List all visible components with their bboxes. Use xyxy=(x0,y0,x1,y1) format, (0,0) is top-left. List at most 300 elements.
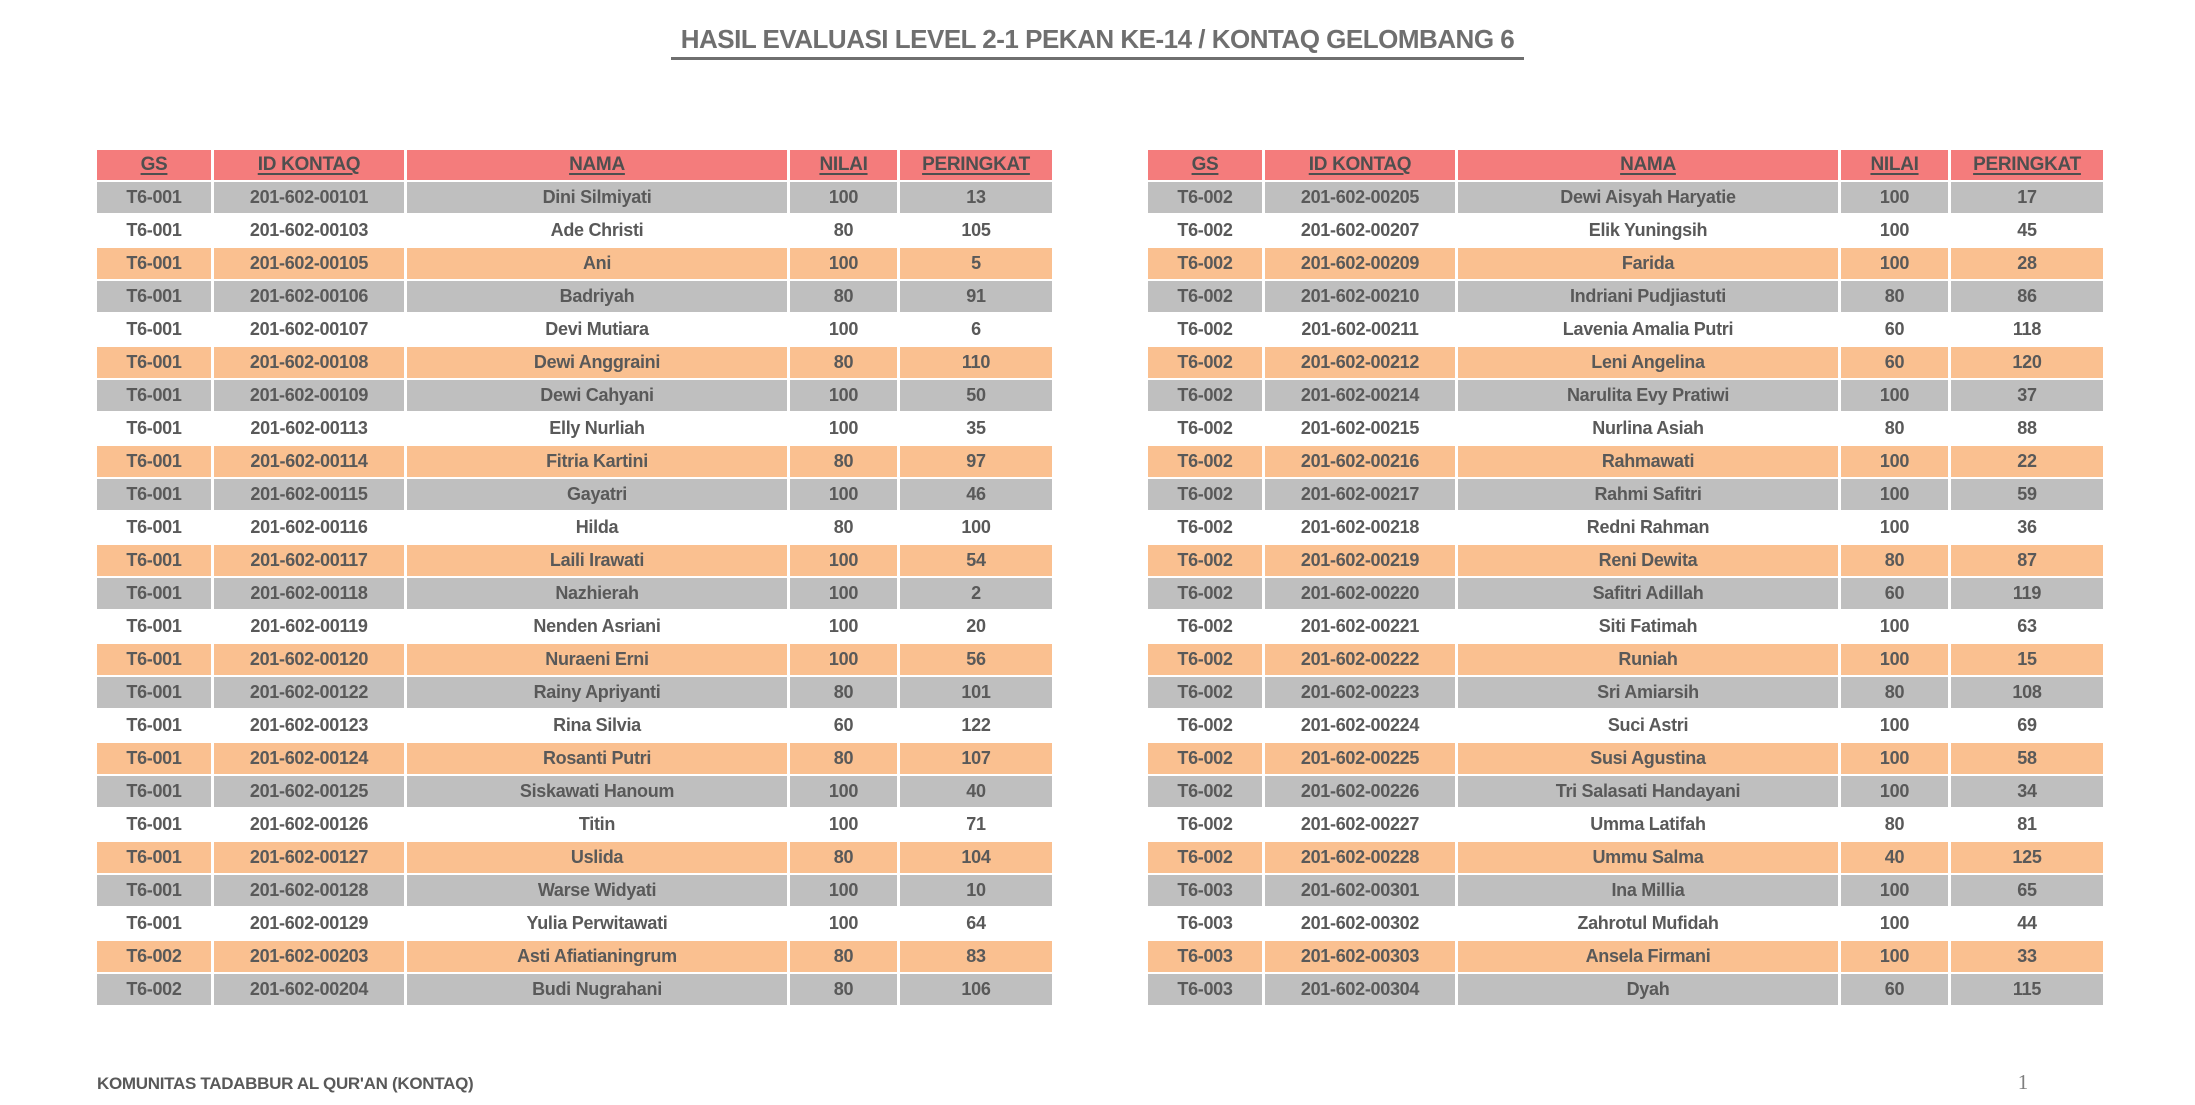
column-header-peringkat: PERINGKAT xyxy=(1948,150,2103,180)
table-row xyxy=(1148,642,2103,675)
cell-nilai: 80 xyxy=(787,741,897,774)
cell-peringkat: 6 xyxy=(897,312,1052,345)
cell-nilai: 100 xyxy=(1838,477,1948,510)
cell-peringkat: 17 xyxy=(1948,180,2103,213)
table-row xyxy=(97,510,1052,543)
cell-nama: Redni Rahman xyxy=(1455,510,1838,543)
cell-gs: T6-002 xyxy=(1148,675,1262,708)
cell-nama: Ummu Salma xyxy=(1455,840,1838,873)
table-row xyxy=(1148,840,2103,873)
table-row xyxy=(97,774,1052,807)
cell-id-kontaq: 201-602-00123 xyxy=(211,708,404,741)
cell-gs: T6-002 xyxy=(1148,180,1262,213)
cell-nilai: 100 xyxy=(787,246,897,279)
cell-nama: Nenden Asriani xyxy=(404,609,787,642)
cell-id-kontaq: 201-602-00217 xyxy=(1262,477,1455,510)
cell-id-kontaq: 201-602-00224 xyxy=(1262,708,1455,741)
table-row xyxy=(97,411,1052,444)
cell-gs: T6-001 xyxy=(97,378,211,411)
column-header-id-kontaq: ID KONTAQ xyxy=(1262,150,1455,180)
cell-gs: T6-001 xyxy=(97,312,211,345)
cell-peringkat: 56 xyxy=(897,642,1052,675)
cell-peringkat: 118 xyxy=(1948,312,2103,345)
table-row xyxy=(1148,213,2103,246)
cell-nilai: 100 xyxy=(787,642,897,675)
table-row xyxy=(97,741,1052,774)
cell-peringkat: 110 xyxy=(897,345,1052,378)
cell-nilai: 100 xyxy=(1838,609,1948,642)
cell-nama: Badriyah xyxy=(404,279,787,312)
table-row xyxy=(97,543,1052,576)
cell-nilai: 100 xyxy=(1838,906,1948,939)
table-row xyxy=(97,972,1052,1005)
cell-id-kontaq: 201-602-00117 xyxy=(211,543,404,576)
cell-gs: T6-001 xyxy=(97,675,211,708)
cell-peringkat: 81 xyxy=(1948,807,2103,840)
cell-id-kontaq: 201-602-00220 xyxy=(1262,576,1455,609)
cell-peringkat: 22 xyxy=(1948,444,2103,477)
table-row xyxy=(1148,543,2103,576)
cell-nilai: 100 xyxy=(787,312,897,345)
cell-peringkat: 10 xyxy=(897,873,1052,906)
cell-nilai: 80 xyxy=(787,675,897,708)
cell-id-kontaq: 201-602-00302 xyxy=(1262,906,1455,939)
table-row xyxy=(97,444,1052,477)
column-header-nama: NAMA xyxy=(404,150,787,180)
cell-id-kontaq: 201-602-00128 xyxy=(211,873,404,906)
cell-id-kontaq: 201-602-00108 xyxy=(211,345,404,378)
cell-gs: T6-002 xyxy=(1148,576,1262,609)
table-row xyxy=(1148,873,2103,906)
cell-id-kontaq: 201-602-00209 xyxy=(1262,246,1455,279)
cell-gs: T6-001 xyxy=(97,213,211,246)
cell-peringkat: 45 xyxy=(1948,213,2103,246)
cell-peringkat: 54 xyxy=(897,543,1052,576)
cell-peringkat: 37 xyxy=(1948,378,2103,411)
cell-peringkat: 20 xyxy=(897,609,1052,642)
cell-gs: T6-001 xyxy=(97,807,211,840)
cell-nama: Ani xyxy=(404,246,787,279)
cell-nilai: 80 xyxy=(787,279,897,312)
cell-peringkat: 83 xyxy=(897,939,1052,972)
cell-nilai: 60 xyxy=(1838,312,1948,345)
results-table-left xyxy=(97,150,1052,1005)
cell-id-kontaq: 201-602-00204 xyxy=(211,972,404,1005)
cell-peringkat: 50 xyxy=(897,378,1052,411)
column-header-id-kontaq: ID KONTAQ xyxy=(211,150,404,180)
table-row xyxy=(1148,906,2103,939)
cell-nama: Hilda xyxy=(404,510,787,543)
table-row xyxy=(1148,378,2103,411)
cell-nilai: 100 xyxy=(1838,246,1948,279)
cell-id-kontaq: 201-602-00225 xyxy=(1262,741,1455,774)
cell-nilai: 80 xyxy=(1838,807,1948,840)
cell-nama: Lavenia Amalia Putri xyxy=(1455,312,1838,345)
cell-peringkat: 104 xyxy=(897,840,1052,873)
cell-peringkat: 5 xyxy=(897,246,1052,279)
cell-nilai: 100 xyxy=(787,576,897,609)
cell-nama: Gayatri xyxy=(404,477,787,510)
cell-nilai: 60 xyxy=(1838,576,1948,609)
cell-peringkat: 15 xyxy=(1948,642,2103,675)
cell-gs: T6-002 xyxy=(1148,807,1262,840)
cell-gs: T6-001 xyxy=(97,642,211,675)
cell-nama: Laili Irawati xyxy=(404,543,787,576)
table-row xyxy=(1148,510,2103,543)
footer-organization-label: KOMUNITAS TADABBUR AL QUR'AN (KONTAQ) xyxy=(97,1074,474,1093)
table-row xyxy=(97,378,1052,411)
cell-nilai: 100 xyxy=(1838,444,1948,477)
column-header-nilai: NILAI xyxy=(787,150,897,180)
cell-gs: T6-001 xyxy=(97,543,211,576)
table-row xyxy=(1148,576,2103,609)
cell-nama: Siskawati Hanoum xyxy=(404,774,787,807)
cell-id-kontaq: 201-602-00115 xyxy=(211,477,404,510)
cell-id-kontaq: 201-602-00303 xyxy=(1262,939,1455,972)
cell-id-kontaq: 201-602-00119 xyxy=(211,609,404,642)
cell-id-kontaq: 201-602-00109 xyxy=(211,378,404,411)
cell-gs: T6-003 xyxy=(1148,873,1262,906)
cell-nama: Ade Christi xyxy=(404,213,787,246)
cell-gs: T6-001 xyxy=(97,246,211,279)
cell-id-kontaq: 201-602-00216 xyxy=(1262,444,1455,477)
cell-nilai: 100 xyxy=(787,807,897,840)
cell-peringkat: 59 xyxy=(1948,477,2103,510)
cell-nilai: 60 xyxy=(1838,345,1948,378)
table-row xyxy=(97,180,1052,213)
table-row xyxy=(1148,972,2103,1005)
cell-id-kontaq: 201-602-00214 xyxy=(1262,378,1455,411)
table-row xyxy=(1148,444,2103,477)
cell-peringkat: 64 xyxy=(897,906,1052,939)
cell-gs: T6-001 xyxy=(97,873,211,906)
cell-nama: Reni Dewita xyxy=(1455,543,1838,576)
cell-id-kontaq: 201-602-00103 xyxy=(211,213,404,246)
cell-gs: T6-003 xyxy=(1148,972,1262,1005)
column-header-nama: NAMA xyxy=(1455,150,1838,180)
cell-nama: Rahmi Safitri xyxy=(1455,477,1838,510)
column-header-peringkat: PERINGKAT xyxy=(897,150,1052,180)
table-row xyxy=(97,345,1052,378)
cell-gs: T6-001 xyxy=(97,411,211,444)
table-row xyxy=(1148,279,2103,312)
cell-gs: T6-001 xyxy=(97,477,211,510)
cell-nilai: 100 xyxy=(1838,708,1948,741)
cell-id-kontaq: 201-602-00226 xyxy=(1262,774,1455,807)
cell-nama: Susi Agustina xyxy=(1455,741,1838,774)
table-row xyxy=(97,708,1052,741)
cell-gs: T6-002 xyxy=(1148,444,1262,477)
cell-peringkat: 28 xyxy=(1948,246,2103,279)
cell-gs: T6-002 xyxy=(1148,312,1262,345)
cell-id-kontaq: 201-602-00218 xyxy=(1262,510,1455,543)
cell-nama: Elly Nurliah xyxy=(404,411,787,444)
cell-peringkat: 97 xyxy=(897,444,1052,477)
cell-nama: Dewi Aisyah Haryatie xyxy=(1455,180,1838,213)
cell-nama: Asti Afiatianingrum xyxy=(404,939,787,972)
cell-gs: T6-001 xyxy=(97,510,211,543)
cell-nama: Yulia Perwitawati xyxy=(404,906,787,939)
results-table-right xyxy=(1148,150,2103,1005)
cell-id-kontaq: 201-602-00126 xyxy=(211,807,404,840)
cell-peringkat: 58 xyxy=(1948,741,2103,774)
table-row xyxy=(97,477,1052,510)
cell-id-kontaq: 201-602-00221 xyxy=(1262,609,1455,642)
cell-id-kontaq: 201-602-00101 xyxy=(211,180,404,213)
cell-nama: Ansela Firmani xyxy=(1455,939,1838,972)
cell-nilai: 80 xyxy=(787,345,897,378)
cell-nama: Titin xyxy=(404,807,787,840)
cell-nilai: 100 xyxy=(787,543,897,576)
cell-gs: T6-001 xyxy=(97,345,211,378)
cell-nama: Indriani Pudjiastuti xyxy=(1455,279,1838,312)
cell-gs: T6-003 xyxy=(1148,906,1262,939)
cell-nama: Runiah xyxy=(1455,642,1838,675)
cell-id-kontaq: 201-602-00120 xyxy=(211,642,404,675)
cell-peringkat: 36 xyxy=(1948,510,2103,543)
cell-id-kontaq: 201-602-00215 xyxy=(1262,411,1455,444)
cell-nama: Fitria Kartini xyxy=(404,444,787,477)
cell-nilai: 80 xyxy=(787,840,897,873)
table-row xyxy=(1148,345,2103,378)
cell-id-kontaq: 201-602-00105 xyxy=(211,246,404,279)
cell-peringkat: 101 xyxy=(897,675,1052,708)
page-title-container xyxy=(0,24,2195,60)
cell-nilai: 100 xyxy=(1838,873,1948,906)
cell-peringkat: 120 xyxy=(1948,345,2103,378)
cell-id-kontaq: 201-602-00127 xyxy=(211,840,404,873)
cell-nama: Nuraeni Erni xyxy=(404,642,787,675)
table-header-row xyxy=(97,150,1052,180)
cell-gs: T6-002 xyxy=(1148,477,1262,510)
cell-nama: Uslida xyxy=(404,840,787,873)
cell-peringkat: 122 xyxy=(897,708,1052,741)
cell-nilai: 100 xyxy=(1838,213,1948,246)
cell-gs: T6-002 xyxy=(97,939,211,972)
table-row xyxy=(97,246,1052,279)
cell-nilai: 80 xyxy=(787,972,897,1005)
cell-nama: Rosanti Putri xyxy=(404,741,787,774)
table-row xyxy=(97,873,1052,906)
table-row xyxy=(97,213,1052,246)
cell-gs: T6-002 xyxy=(1148,774,1262,807)
cell-gs: T6-002 xyxy=(1148,510,1262,543)
cell-id-kontaq: 201-602-00304 xyxy=(1262,972,1455,1005)
cell-gs: T6-002 xyxy=(1148,741,1262,774)
cell-peringkat: 87 xyxy=(1948,543,2103,576)
cell-peringkat: 106 xyxy=(897,972,1052,1005)
cell-peringkat: 33 xyxy=(1948,939,2103,972)
cell-nilai: 80 xyxy=(1838,279,1948,312)
table-row xyxy=(97,906,1052,939)
results-table-left-container xyxy=(97,150,1052,1005)
cell-nilai: 100 xyxy=(1838,378,1948,411)
cell-nilai: 80 xyxy=(787,213,897,246)
cell-nilai: 100 xyxy=(787,378,897,411)
cell-nilai: 40 xyxy=(1838,840,1948,873)
table-row xyxy=(97,312,1052,345)
cell-nilai: 100 xyxy=(787,873,897,906)
table-row xyxy=(1148,939,2103,972)
cell-id-kontaq: 201-602-00222 xyxy=(1262,642,1455,675)
cell-nama: Tri Salasati Handayani xyxy=(1455,774,1838,807)
cell-gs: T6-001 xyxy=(97,741,211,774)
cell-peringkat: 100 xyxy=(897,510,1052,543)
cell-nilai: 80 xyxy=(787,444,897,477)
cell-nama: Rainy Apriyanti xyxy=(404,675,787,708)
cell-id-kontaq: 201-602-00114 xyxy=(211,444,404,477)
cell-id-kontaq: 201-602-00107 xyxy=(211,312,404,345)
cell-id-kontaq: 201-602-00301 xyxy=(1262,873,1455,906)
page-number: 1 xyxy=(2017,1070,2029,1094)
cell-nilai: 100 xyxy=(787,609,897,642)
cell-gs: T6-002 xyxy=(1148,378,1262,411)
cell-nilai: 100 xyxy=(787,180,897,213)
table-row xyxy=(1148,774,2103,807)
cell-gs: T6-002 xyxy=(1148,609,1262,642)
cell-nama: Nurlina Asiah xyxy=(1455,411,1838,444)
cell-gs: T6-001 xyxy=(97,576,211,609)
table-row xyxy=(1148,708,2103,741)
cell-nama: Ina Millia xyxy=(1455,873,1838,906)
table-row xyxy=(1148,609,2103,642)
cell-gs: T6-003 xyxy=(1148,939,1262,972)
cell-id-kontaq: 201-602-00203 xyxy=(211,939,404,972)
cell-peringkat: 86 xyxy=(1948,279,2103,312)
cell-nama: Rahmawati xyxy=(1455,444,1838,477)
cell-peringkat: 34 xyxy=(1948,774,2103,807)
cell-nama: Dewi Cahyani xyxy=(404,378,787,411)
table-row xyxy=(97,807,1052,840)
cell-id-kontaq: 201-602-00207 xyxy=(1262,213,1455,246)
cell-peringkat: 125 xyxy=(1948,840,2103,873)
cell-gs: T6-002 xyxy=(1148,543,1262,576)
column-header-gs: GS xyxy=(1148,150,1262,180)
cell-peringkat: 40 xyxy=(897,774,1052,807)
cell-peringkat: 13 xyxy=(897,180,1052,213)
table-row xyxy=(97,576,1052,609)
table-row xyxy=(1148,411,2103,444)
cell-peringkat: 119 xyxy=(1948,576,2103,609)
cell-nilai: 80 xyxy=(1838,543,1948,576)
cell-id-kontaq: 201-602-00129 xyxy=(211,906,404,939)
cell-gs: T6-001 xyxy=(97,180,211,213)
cell-nilai: 100 xyxy=(787,906,897,939)
cell-nilai: 100 xyxy=(1838,939,1948,972)
cell-nama: Devi Mutiara xyxy=(404,312,787,345)
cell-peringkat: 44 xyxy=(1948,906,2103,939)
table-row xyxy=(1148,180,2103,213)
table-row xyxy=(1148,675,2103,708)
cell-nama: Zahrotul Mufidah xyxy=(1455,906,1838,939)
cell-gs: T6-001 xyxy=(97,906,211,939)
table-row xyxy=(1148,312,2103,345)
cell-id-kontaq: 201-602-00228 xyxy=(1262,840,1455,873)
page-title: HASIL EVALUASI LEVEL 2-1 PEKAN KE-14 / KONTAQ GELOMBANG 6 xyxy=(671,24,1524,60)
table-row xyxy=(97,609,1052,642)
cell-id-kontaq: 201-602-00227 xyxy=(1262,807,1455,840)
cell-nama: Leni Angelina xyxy=(1455,345,1838,378)
cell-nama: Dewi Anggraini xyxy=(404,345,787,378)
cell-gs: T6-002 xyxy=(1148,840,1262,873)
cell-gs: T6-002 xyxy=(1148,411,1262,444)
cell-gs: T6-001 xyxy=(97,840,211,873)
cell-peringkat: 2 xyxy=(897,576,1052,609)
table-row xyxy=(1148,807,2103,840)
table-row xyxy=(97,642,1052,675)
cell-id-kontaq: 201-602-00219 xyxy=(1262,543,1455,576)
cell-gs: T6-001 xyxy=(97,609,211,642)
cell-peringkat: 65 xyxy=(1948,873,2103,906)
cell-peringkat: 46 xyxy=(897,477,1052,510)
cell-peringkat: 88 xyxy=(1948,411,2103,444)
cell-gs: T6-002 xyxy=(1148,345,1262,378)
cell-nilai: 100 xyxy=(787,774,897,807)
cell-nama: Budi Nugrahani xyxy=(404,972,787,1005)
cell-id-kontaq: 201-602-00116 xyxy=(211,510,404,543)
cell-gs: T6-001 xyxy=(97,444,211,477)
cell-nilai: 80 xyxy=(787,510,897,543)
cell-nama: Warse Widyati xyxy=(404,873,787,906)
cell-gs: T6-001 xyxy=(97,708,211,741)
cell-peringkat: 63 xyxy=(1948,609,2103,642)
cell-gs: T6-002 xyxy=(1148,246,1262,279)
results-table-right-container xyxy=(1148,150,2103,1005)
cell-nama: Farida xyxy=(1455,246,1838,279)
cell-peringkat: 91 xyxy=(897,279,1052,312)
cell-id-kontaq: 201-602-00212 xyxy=(1262,345,1455,378)
cell-gs: T6-002 xyxy=(97,972,211,1005)
cell-id-kontaq: 201-602-00223 xyxy=(1262,675,1455,708)
cell-nama: Nazhierah xyxy=(404,576,787,609)
cell-nilai: 60 xyxy=(1838,972,1948,1005)
table-row xyxy=(1148,246,2103,279)
cell-gs: T6-001 xyxy=(97,279,211,312)
cell-nama: Dini Silmiyati xyxy=(404,180,787,213)
cell-gs: T6-002 xyxy=(1148,279,1262,312)
cell-peringkat: 108 xyxy=(1948,675,2103,708)
cell-nama: Rina Silvia xyxy=(404,708,787,741)
cell-nama: Safitri Adillah xyxy=(1455,576,1838,609)
cell-nilai: 100 xyxy=(787,477,897,510)
table-row xyxy=(1148,741,2103,774)
table-header-row xyxy=(1148,150,2103,180)
cell-nilai: 100 xyxy=(1838,510,1948,543)
cell-nilai: 100 xyxy=(787,411,897,444)
cell-nilai: 60 xyxy=(787,708,897,741)
cell-id-kontaq: 201-602-00211 xyxy=(1262,312,1455,345)
cell-nilai: 80 xyxy=(787,939,897,972)
cell-peringkat: 69 xyxy=(1948,708,2103,741)
cell-id-kontaq: 201-602-00106 xyxy=(211,279,404,312)
cell-nama: Elik Yuningsih xyxy=(1455,213,1838,246)
cell-nama: Sri Amiarsih xyxy=(1455,675,1838,708)
cell-peringkat: 115 xyxy=(1948,972,2103,1005)
cell-nilai: 80 xyxy=(1838,411,1948,444)
column-header-gs: GS xyxy=(97,150,211,180)
cell-peringkat: 35 xyxy=(897,411,1052,444)
cell-peringkat: 71 xyxy=(897,807,1052,840)
cell-gs: T6-002 xyxy=(1148,642,1262,675)
table-row xyxy=(97,675,1052,708)
cell-gs: T6-002 xyxy=(1148,708,1262,741)
table-row xyxy=(97,279,1052,312)
cell-nilai: 100 xyxy=(1838,741,1948,774)
cell-id-kontaq: 201-602-00124 xyxy=(211,741,404,774)
cell-nilai: 100 xyxy=(1838,642,1948,675)
cell-id-kontaq: 201-602-00125 xyxy=(211,774,404,807)
cell-gs: T6-002 xyxy=(1148,213,1262,246)
